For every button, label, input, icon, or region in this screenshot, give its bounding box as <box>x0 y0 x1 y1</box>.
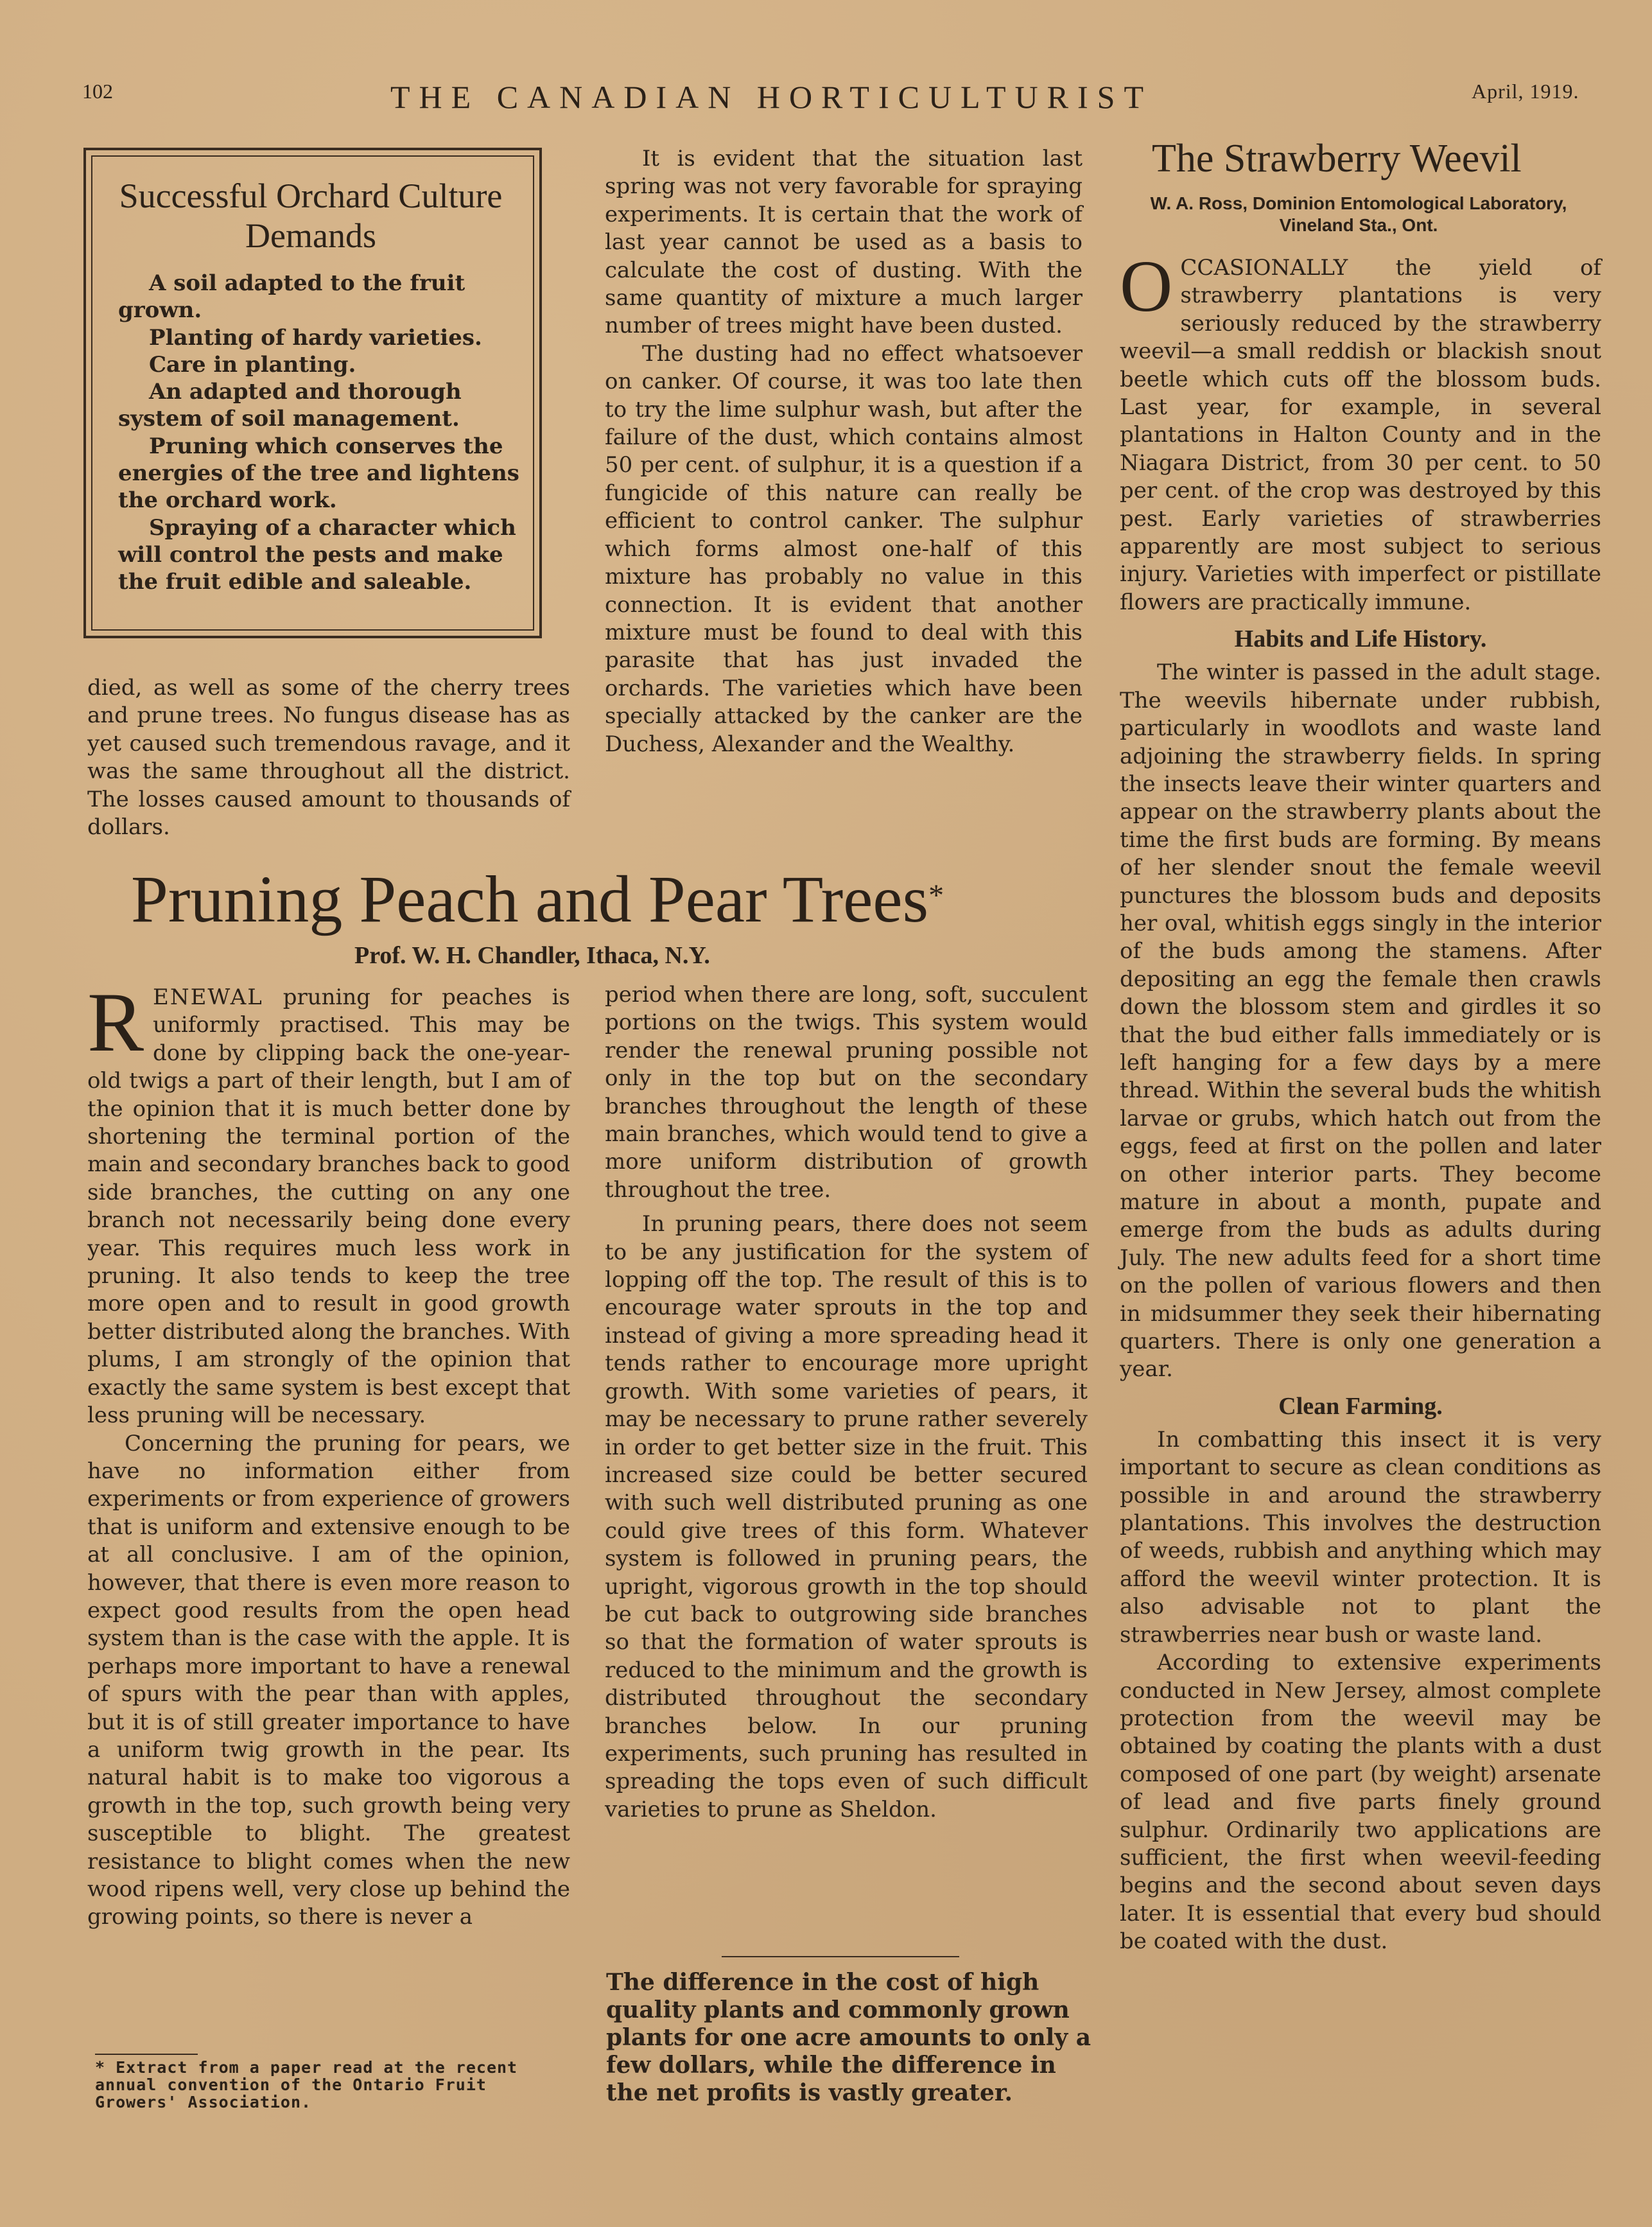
subheading: Clean Farming. <box>1278 1392 1443 1420</box>
paragraph-text: pruning for peaches is uniformly practised. This may be done by clipping back the one-year-old twigs a part of their length, but I am of the opinion that it is much better done by shortening the terminal portion of the main and secondary branches back to good side branches, the cutting on any one branch not necessarily being done every year. This requires much less work in pruning. It also tends to keep the tree more open and to result in good growth better distributed along the branches. With plums, I am strongly of the opinion that exactly the same system is best except that less pruning will be necessary. <box>87 984 570 1429</box>
issue-date: April, 1919. <box>1472 80 1579 103</box>
body-paragraph: In pruning pears, there does not seem to be any justification for the system of lopping off the top. The result of this is to encourage water sprouts in the top and instead of giving a more spreading head it tends rather to encourage more upright growth. With some varieties of pears, it may be necessary to prune rather severely in order to get better size in the fruit. This increased size could be better secured with such well distributed pruning as one could give trees of this form. Whatever system is followed in pruning pears, the upright, vigorous growth in the top should be cut back to outgrowing side branches so that the formation of water sprouts is reduced to the minimum and the growth is distributed throughout the secondary branches below. In our pruning experiments, such pruning has resulted in spreading the tops even of such difficult varieties to prune as Sheldon. <box>605 1211 1088 1822</box>
box-item: Planting of hardy varieties. <box>149 324 482 351</box>
body-paragraph: The dusting had no effect whatsoever on canker. Of course, it was too late then to try the lime sulphur wash, but after the failure of the dust, which contains almost 50 per cent. of sulphur, it is a question if a fungicide of this nature can really be efficient to control canker. The sulphur which forms almost one-half of this mixture has probably no value in this connection. It is evident that another mixture must be found to deal with this parasite that has just invaded the orchards. The varieties which have been specially attacked by the canker are the Duchess, Alexander and the Wealthy. <box>605 340 1082 757</box>
paragraph-text: the yield of strawberry plantations is very seriously reduced by the strawberry weevil—a small reddish or blackish snout beetle which cuts off the blossom buds. Last year, for example, in several plantations in Halton County and in the Niagara District, from 30 per cent. to 50 per cent. of the crop was destroyed by this pest. Early varieties of strawberries apparently are most subject to serious injury. Varieties with imperfect or pistillate flowers are practically immune. <box>1120 255 1601 615</box>
box-item: An adapted and thorough system of soil management. <box>118 379 462 432</box>
body-paragraph: died, as well as some of the cherry trees and prune trees. No fungus disease has as yet caused such tremendous ravage, and it was the same throughout all the district. The losses caused amount to thousands of dollars. <box>87 675 570 841</box>
box-item: Pruning which conserves the energies of the tree and lightens the orchard work. <box>118 433 519 514</box>
prev-article-col1 <box>87 674 570 841</box>
body-paragraph <box>87 975 570 1430</box>
drop-cap: R <box>87 975 144 1069</box>
separator-rule <box>722 1956 959 1957</box>
body-paragraph: The winter is passed in the adult stage. The weevils hibernate under rubbish, particularly in woodlots and waste land adjoining the strawberry fields. In spring the insects leave their winter quarters and appear on the strawberry plants about the time the first buds are forming. By means of her slender snout the female weevil punctures the blossom buds and deposits her oval, whitish eggs singly in the interior of the buds among the stamens. After depositing an egg the female then crawls down the blossom stem and girdles it so that the bud either falls immediately or is left hanging for a few days by a mere thread. Within the several buds the whitish larvae or grubs, which hatch out from the eggs, feed at first on the pollen and later on other interior parts. They become mature in about a month, pupate and emerge from the buds as adults during July. The new adults feed for a short time on the pollen of various flowers and then in midsummer they seek their hibernating quarters. There is only one generation a year. <box>1120 659 1601 1383</box>
body-paragraph: Concerning the pruning for pears, we have no information either from experiments or from experience of growers that is uniform and extensive enough to be at all conclusive. I am of the opinion, however, that there is even more reason to expect good results from the open head system than is the case with the apple. It is perhaps more important to have a renewal of spurs with the pear than with apples, but it is of still greater importance to have a uniform twig growth in the pear. Its natural habit is to make too vigorous a growth in the top, such growth being very susceptible to blight. The greatest resistance to blight comes when the new wood ripens well, very close up behind the growing points, so there is never a <box>87 1430 570 1930</box>
masthead: THE CANADIAN HORTICULTURIST <box>390 79 1153 115</box>
body-paragraph: period when there are long, soft, succulent portions on the twigs. This system would render the renewal pruning possible not only in the top but on the secondary branches throughout the length of these main branches, which would tend to give a more uniform distribution of growth throughout the tree. <box>605 982 1088 1203</box>
body-paragraph: It is evident that the situation last spring was not very favorable for spraying experiments. It is certain that the work of last year cannot be used as a basis to calculate the cost of dusting. With the same quantity of mixture a much larger number of trees might have been dusted. <box>605 146 1082 339</box>
body-paragraph: According to extensive experiments conducted in New Jersey, almost complete protection from the weevil may be obtained by coating the plants with a dust composed of one part (by weight) arsenate of lead and five parts finely ground sulphur. Ordinarily two applications are sufficient, the first when weevil-feeding begins and the second about seven days later. It is essential that every bud should be coated with the dust. <box>1120 1650 1601 1955</box>
lead-word: CCASIONALLY <box>1180 255 1348 281</box>
footnote: * Extract from a paper read at the recent annual convention of the Ontario Fruit Growers' Association. <box>95 2058 518 2111</box>
pull-quote: The difference in the cost of high quality plants and commonly grown plants for one acre amounts to only a few dollars, while the difference in the net profits is vastly greater. <box>606 1969 1091 2106</box>
body-paragraph <box>1120 245 1601 616</box>
lead-word: ENEWAL <box>153 984 263 1010</box>
drop-cap: O <box>1120 245 1173 327</box>
box-list <box>118 270 529 596</box>
orchard-culture-box <box>83 148 542 638</box>
box-item: Spraying of a character which will control the pests and make the fruit edible and saleable. <box>118 514 516 595</box>
subheading: Habits and Life History. <box>1234 625 1487 653</box>
footnote-rule <box>95 2054 198 2055</box>
weevil-column <box>1120 245 1601 1956</box>
pruning-col1 <box>87 975 570 1932</box>
article-title-text: Pruning Peach and Pear Trees <box>131 862 929 936</box>
box-item: A soil adapted to the fruit grown. <box>118 270 465 324</box>
page-number: 102 <box>82 80 113 103</box>
box-item: Care in planting. <box>149 351 356 378</box>
article-title <box>131 864 944 935</box>
box-title: Successful Orchard Culture Demands <box>119 177 503 255</box>
body-paragraph: In combatting this insect it is very important to secure as clean conditions as possible in and around the strawberry plantations. This involves the destruction of weeds, rubbish and anything which may afford the weevil winter protection. It is also advisable not to plant the strawberries near bush or waste land. <box>1120 1426 1601 1648</box>
footnote-mark: * <box>928 878 944 913</box>
prev-article-col2 <box>605 145 1082 758</box>
pruning-col2 <box>605 981 1088 1824</box>
article-byline: Prof. W. H. Chandler, Ithaca, N.Y. <box>354 942 710 969</box>
weevil-byline: W. A. Ross, Dominion Entomological Laboratory, Vineland Sta., Ont. <box>1150 193 1567 235</box>
weevil-title: The Strawberry Weevil <box>1152 137 1522 180</box>
